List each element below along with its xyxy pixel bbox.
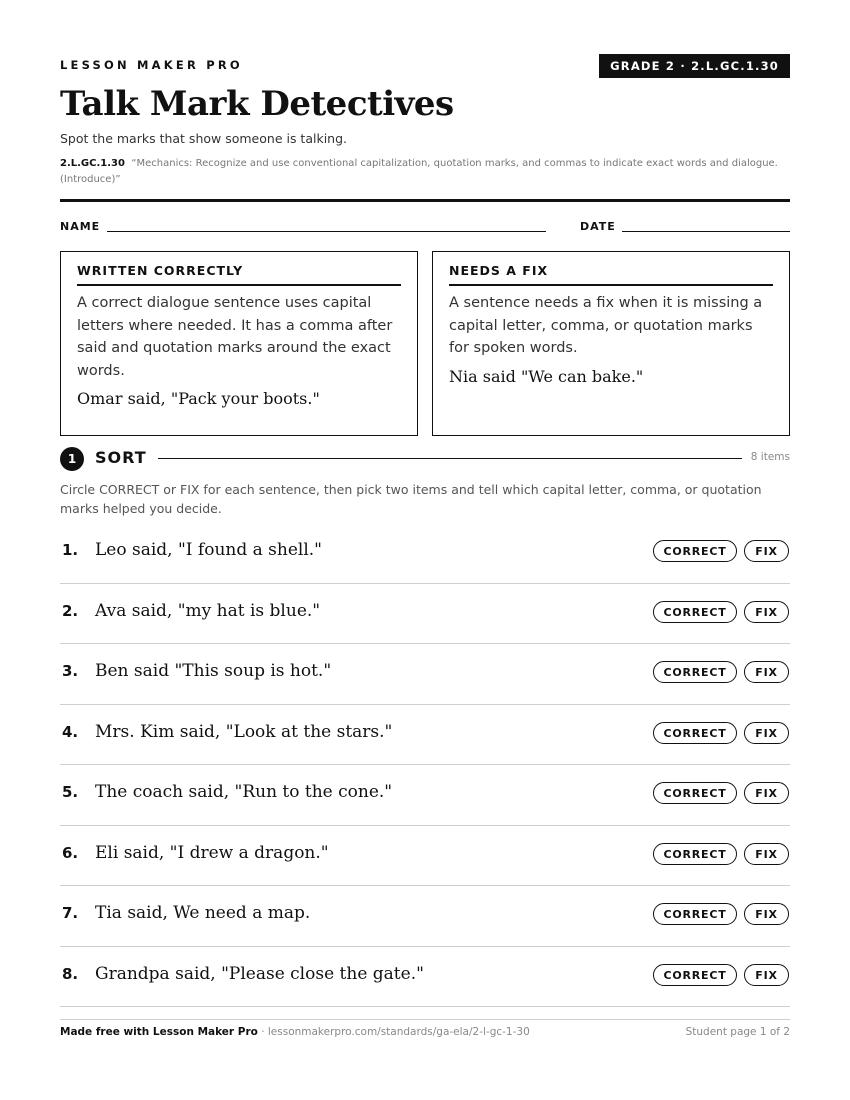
fix-button[interactable]: FIX <box>744 661 789 683</box>
standard-text: “Mechanics: Recognize and use conventional capitalization, quotation marks, and commas to indicate exact words and dialogue. (Introduce)” <box>60 158 778 185</box>
list-item <box>60 523 790 584</box>
name-date-row <box>60 219 790 235</box>
item-number: 1. <box>62 541 79 559</box>
item-list <box>60 523 790 1007</box>
item-number: 6. <box>62 843 79 862</box>
footer-made-with: Made free with Lesson Maker Pro <box>60 1026 258 1038</box>
item-number: 8. <box>62 964 79 983</box>
box-example: Nia said "We can bake." <box>449 366 644 386</box>
footer-credit <box>60 1026 530 1038</box>
list-item <box>60 947 790 1008</box>
item-sentence: The coach said, "Run to the cone." <box>95 782 393 802</box>
section-instructions: Circle CORRECT or FIX for each sentence, then pick two items and tell which capital letter, comma, or quotation marks helped you decide. <box>60 482 762 516</box>
item-number: 7. <box>62 904 79 922</box>
item-count: 8 items <box>750 451 790 463</box>
fix-button[interactable]: FIX <box>744 601 789 623</box>
list-item <box>60 765 790 826</box>
section-divider <box>158 458 742 459</box>
page-subtitle: Spot the marks that show someone is talking. <box>60 131 348 146</box>
list-item <box>60 826 790 887</box>
list-item <box>60 705 790 766</box>
brand-name: LESSON MAKER PRO <box>60 58 243 72</box>
date-label: DATE <box>580 220 616 233</box>
list-item <box>60 886 790 947</box>
correct-button[interactable]: CORRECT <box>653 903 737 925</box>
correct-button[interactable]: CORRECT <box>653 782 737 804</box>
list-item <box>60 584 790 645</box>
item-sentence: Ben said "This soup is hot." <box>95 661 332 681</box>
needs-a-fix-box <box>432 251 790 436</box>
footer-separator: · <box>257 1026 268 1038</box>
item-number: 4. <box>62 722 79 741</box>
page-title: Talk Mark Detectives <box>60 84 454 124</box>
item-sentence: Leo said, "I found a shell." <box>95 540 322 560</box>
fix-button[interactable]: FIX <box>744 782 789 804</box>
box-title: WRITTEN CORRECTLY <box>77 263 401 286</box>
correct-button[interactable]: CORRECT <box>653 722 737 744</box>
correct-button[interactable]: CORRECT <box>653 540 737 562</box>
item-sentence: Grandpa said, "Please close the gate." <box>95 963 424 984</box>
item-sentence: Ava said, "my hat is blue." <box>95 600 321 621</box>
box-description: A sentence needs a fix when it is missing a capital letter, comma, or quotation marks for spoken words. <box>449 295 763 356</box>
section-header <box>60 447 790 471</box>
fix-button[interactable]: FIX <box>744 903 789 925</box>
standard-description <box>60 156 790 188</box>
footer-divider <box>60 1019 790 1020</box>
name-label: NAME <box>60 220 101 233</box>
fix-button[interactable]: FIX <box>744 964 789 986</box>
correct-button[interactable]: CORRECT <box>653 661 737 683</box>
fix-button[interactable]: FIX <box>744 722 789 744</box>
box-description: A correct dialogue sentence uses capital letters where needed. It has a comma after said and quotation marks around the exact words. <box>77 295 393 379</box>
standard-code: 2.L.GC.1.30 <box>60 158 125 169</box>
section-title: SORT <box>95 448 147 467</box>
page-number: Student page 1 of 2 <box>685 1026 790 1038</box>
item-number: 3. <box>62 662 79 680</box>
item-sentence: Tia said, We need a map. <box>95 903 311 923</box>
name-field[interactable] <box>107 231 546 232</box>
item-number: 5. <box>62 783 79 801</box>
item-number: 2. <box>62 601 79 620</box>
fix-button[interactable]: FIX <box>744 843 789 865</box>
worksheet-page <box>60 0 790 1100</box>
footer-url[interactable]: lessonmakerpro.com/standards/ga-ela/2-l-gc-1-30 <box>267 1026 530 1038</box>
correct-button[interactable]: CORRECT <box>653 843 737 865</box>
correct-button[interactable]: CORRECT <box>653 601 737 623</box>
grade-badge: GRADE 2 · 2.L.GC.1.30 <box>599 54 790 78</box>
header-divider <box>60 199 790 202</box>
list-item <box>60 644 790 705</box>
item-sentence: Eli said, "I drew a dragon." <box>95 842 329 863</box>
fix-button[interactable]: FIX <box>744 540 789 562</box>
written-correctly-box <box>60 251 418 436</box>
section-number-badge: 1 <box>60 447 84 471</box>
correct-button[interactable]: CORRECT <box>653 964 737 986</box>
item-sentence: Mrs. Kim said, "Look at the stars." <box>95 721 393 742</box>
box-example: Omar said, "Pack your boots." <box>77 389 320 408</box>
box-title: NEEDS A FIX <box>449 263 773 286</box>
date-field[interactable] <box>622 231 790 232</box>
